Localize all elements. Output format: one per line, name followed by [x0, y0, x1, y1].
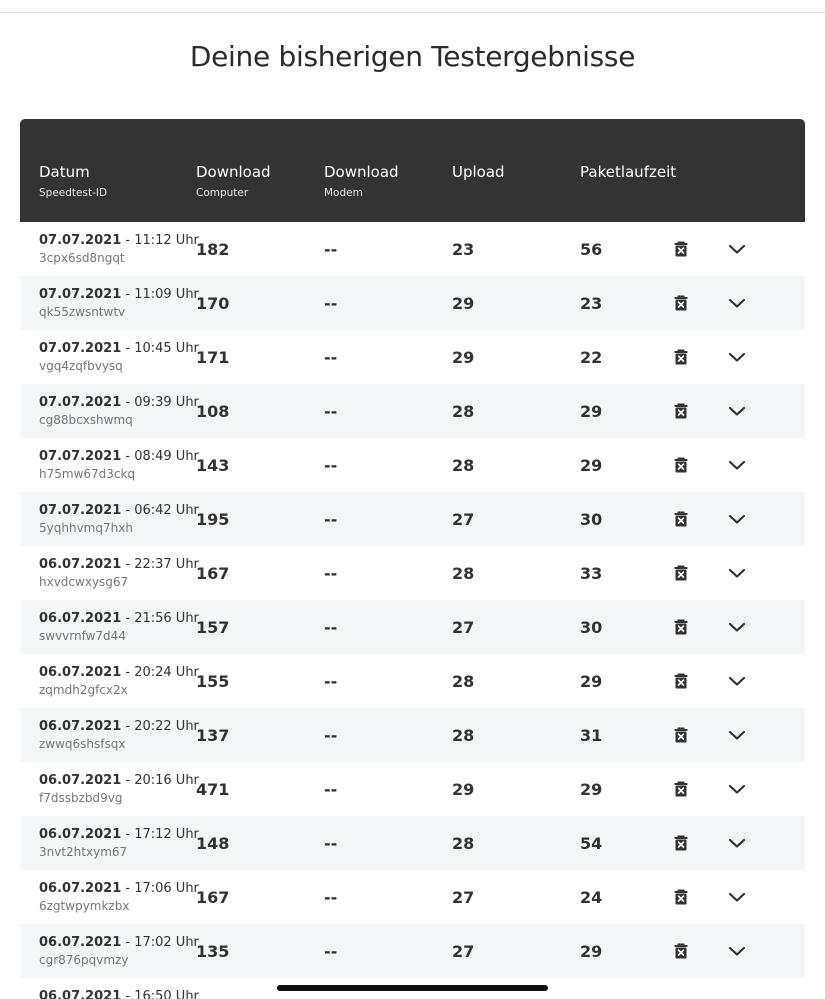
- row-download-modem: --: [324, 348, 338, 367]
- row-upload: 28: [452, 726, 475, 745]
- row-date-cell: [39, 341, 199, 374]
- table-row[interactable]: [20, 276, 805, 330]
- row-upload: 27: [452, 618, 475, 637]
- row-upload: 27: [452, 510, 475, 529]
- header-download-computer-label: Download: [196, 163, 271, 181]
- table-body: [20, 222, 805, 999]
- row-date-cell: [39, 287, 199, 320]
- row-date: 06.07.2021: [39, 881, 122, 896]
- row-datetime: [39, 449, 199, 465]
- trash-icon[interactable]: [672, 672, 690, 690]
- row-date-cell: [39, 449, 199, 482]
- row-date-cell: [39, 827, 199, 860]
- row-upload: 28: [452, 564, 475, 583]
- row-speedtest-id: qk55zwsntwtv: [39, 305, 126, 319]
- trash-icon[interactable]: [672, 510, 690, 528]
- table-row[interactable]: [20, 762, 805, 816]
- row-speedtest-id: vgq4zqfbvysq: [39, 359, 123, 373]
- row-datetime: [39, 233, 199, 249]
- row-download-modem: --: [324, 402, 338, 421]
- row-date: 06.07.2021: [39, 611, 122, 626]
- row-date-cell: [39, 773, 199, 806]
- row-ping: 29: [580, 672, 603, 691]
- table-row[interactable]: [20, 654, 805, 708]
- row-upload: 28: [452, 456, 475, 475]
- row-date: 07.07.2021: [39, 503, 122, 518]
- row-date-cell: [39, 557, 199, 590]
- row-datetime: [39, 827, 199, 843]
- trash-icon[interactable]: [672, 888, 690, 906]
- row-download-computer: 157: [196, 618, 230, 637]
- row-download-computer: 471: [196, 780, 230, 799]
- row-date-cell: [39, 233, 199, 266]
- row-date: 07.07.2021: [39, 341, 122, 356]
- row-datetime: [39, 503, 199, 519]
- chevron-down-icon[interactable]: [726, 727, 748, 743]
- row-time: - 09:39 Uhr: [121, 395, 199, 410]
- row-download-computer: 167: [196, 888, 230, 907]
- row-datetime: [39, 665, 199, 681]
- row-date: 06.07.2021: [39, 719, 122, 734]
- row-time: - 11:09 Uhr: [121, 287, 199, 302]
- row-speedtest-id: cg88bcxshwmq: [39, 413, 133, 427]
- row-download-computer: 148: [196, 834, 230, 853]
- chevron-down-icon[interactable]: [726, 457, 748, 473]
- row-speedtest-id: cgr876pqvmzy: [39, 953, 129, 967]
- table-row[interactable]: [20, 924, 805, 978]
- row-speedtest-id: zwwq6shsfsqx: [39, 737, 126, 751]
- row-date-cell: [39, 989, 199, 999]
- row-download-computer: 167: [196, 564, 230, 583]
- row-time: - 20:16 Uhr: [121, 773, 199, 788]
- row-date-cell: [39, 665, 199, 698]
- trash-icon[interactable]: [672, 402, 690, 420]
- row-download-computer: 135: [196, 942, 230, 961]
- row-date: 06.07.2021: [39, 773, 122, 788]
- row-time: - 20:24 Uhr: [121, 665, 199, 680]
- row-ping: 29: [580, 780, 603, 799]
- row-date-cell: [39, 719, 199, 752]
- row-upload: 27: [452, 942, 475, 961]
- row-ping: 31: [580, 726, 603, 745]
- row-download-computer: 170: [196, 294, 230, 313]
- row-speedtest-id: zqmdh2gfcx2x: [39, 683, 128, 697]
- row-datetime: [39, 341, 199, 357]
- row-download-computer: 137: [196, 726, 230, 745]
- row-time: - 16:50 Uhr: [121, 989, 199, 999]
- row-ping: 24: [580, 888, 603, 907]
- row-time: - 11:12 Uhr: [121, 233, 199, 248]
- row-datetime: [39, 881, 199, 897]
- header-download-computer: [196, 163, 271, 200]
- table-row[interactable]: [20, 384, 805, 438]
- row-download-modem: --: [324, 780, 338, 799]
- row-download-modem: --: [324, 618, 338, 637]
- row-download-computer: 155: [196, 672, 230, 691]
- row-upload: 29: [452, 780, 475, 799]
- header-date-sublabel: Speedtest-ID: [39, 187, 108, 199]
- header-download-modem-sublabel: Modem: [324, 187, 363, 199]
- row-time: - 17:06 Uhr: [121, 881, 199, 896]
- chevron-down-icon[interactable]: [726, 241, 748, 257]
- row-upload: 28: [452, 834, 475, 853]
- row-upload: 27: [452, 888, 475, 907]
- row-date: 07.07.2021: [39, 287, 122, 302]
- row-time: - 21:56 Uhr: [121, 611, 199, 626]
- row-download-computer: 195: [196, 510, 230, 529]
- row-time: - 17:02 Uhr: [121, 935, 199, 950]
- row-speedtest-id: h75mw67d3ckq: [39, 467, 136, 481]
- trash-icon[interactable]: [672, 834, 690, 852]
- table-header: [20, 119, 805, 222]
- chevron-down-icon[interactable]: [726, 295, 748, 311]
- row-date-cell: [39, 935, 199, 968]
- row-ping: 56: [580, 240, 603, 259]
- row-upload: 28: [452, 672, 475, 691]
- header-download-modem: [324, 163, 399, 200]
- trash-icon[interactable]: [672, 348, 690, 366]
- table-row[interactable]: [20, 708, 805, 762]
- header-date: [39, 163, 107, 200]
- row-download-modem: --: [324, 294, 338, 313]
- row-download-computer: 171: [196, 348, 230, 367]
- row-download-modem: --: [324, 888, 338, 907]
- row-date-cell: [39, 395, 199, 428]
- table-row[interactable]: [20, 330, 805, 384]
- chevron-down-icon[interactable]: [726, 403, 748, 419]
- row-time: - 20:22 Uhr: [121, 719, 199, 734]
- row-datetime: [39, 611, 199, 627]
- table-row[interactable]: [20, 438, 805, 492]
- row-speedtest-id: 6zgtwpymkzbx: [39, 899, 130, 913]
- row-ping: 54: [580, 834, 603, 853]
- row-speedtest-id: 3nvt2htxym67: [39, 845, 128, 859]
- row-download-modem: --: [324, 456, 338, 475]
- header-download-modem-label: Download: [324, 163, 399, 181]
- header-upload-label: Upload: [452, 163, 505, 181]
- trash-icon[interactable]: [672, 456, 690, 474]
- row-time: - 17:12 Uhr: [121, 827, 199, 842]
- trash-icon[interactable]: [672, 780, 690, 798]
- chevron-down-icon[interactable]: [726, 619, 748, 635]
- table-row[interactable]: [20, 222, 805, 276]
- row-time: - 06:42 Uhr: [121, 503, 199, 518]
- table-row[interactable]: [20, 816, 805, 870]
- row-date: 07.07.2021: [39, 395, 122, 410]
- chevron-down-icon[interactable]: [726, 673, 748, 689]
- row-download-modem: --: [324, 672, 338, 691]
- row-date-cell: [39, 503, 199, 536]
- row-ping: 30: [580, 618, 603, 637]
- trash-icon[interactable]: [672, 618, 690, 636]
- row-datetime: [39, 395, 199, 411]
- row-time: - 08:49 Uhr: [121, 449, 199, 464]
- row-datetime: [39, 557, 199, 573]
- row-download-computer: 182: [196, 240, 230, 259]
- row-download-modem: --: [324, 564, 338, 583]
- chevron-down-icon[interactable]: [726, 511, 748, 527]
- row-download-computer: 108: [196, 402, 230, 421]
- row-speedtest-id: f7dssbzbd9vg: [39, 791, 123, 805]
- row-datetime: [39, 989, 199, 999]
- row-date: 06.07.2021: [39, 935, 122, 950]
- row-date: 07.07.2021: [39, 449, 122, 464]
- row-download-modem: --: [324, 726, 338, 745]
- row-upload: 29: [452, 294, 475, 313]
- row-date-cell: [39, 611, 199, 644]
- results-table: [20, 119, 805, 999]
- row-download-modem: --: [324, 834, 338, 853]
- header-date-label: Datum: [39, 163, 90, 181]
- chevron-down-icon[interactable]: [726, 781, 748, 797]
- row-datetime: [39, 935, 199, 951]
- row-upload: 28: [452, 402, 475, 421]
- row-speedtest-id: 3cpx6sd8ngqt: [39, 251, 125, 265]
- row-upload: 29: [452, 348, 475, 367]
- header-ping: [580, 163, 676, 181]
- chevron-down-icon[interactable]: [726, 349, 748, 365]
- row-datetime: [39, 287, 199, 303]
- row-ping: 29: [580, 456, 603, 475]
- table-row[interactable]: [20, 492, 805, 546]
- row-ping: 22: [580, 348, 603, 367]
- home-indicator: [277, 985, 548, 991]
- trash-icon[interactable]: [672, 942, 690, 960]
- row-upload: 23: [452, 240, 475, 259]
- table-row[interactable]: [20, 546, 805, 600]
- table-row[interactable]: [20, 870, 805, 924]
- top-divider: [0, 12, 825, 13]
- row-datetime: [39, 773, 199, 789]
- row-date-cell: [39, 881, 199, 914]
- chevron-down-icon[interactable]: [726, 565, 748, 581]
- row-download-modem: --: [324, 510, 338, 529]
- row-ping: 23: [580, 294, 603, 313]
- row-speedtest-id: hxvdcwxysg67: [39, 575, 129, 589]
- row-date: 06.07.2021: [39, 557, 122, 572]
- table-row[interactable]: [20, 600, 805, 654]
- row-ping: 33: [580, 564, 603, 583]
- header-ping-label: Paketlaufzeit: [580, 163, 677, 181]
- row-download-computer: 143: [196, 456, 230, 475]
- row-ping: 29: [580, 942, 603, 961]
- header-upload: [452, 163, 505, 181]
- trash-icon[interactable]: [672, 240, 690, 258]
- row-date: 06.07.2021: [39, 665, 122, 680]
- row-ping: 29: [580, 402, 603, 421]
- row-time: - 22:37 Uhr: [121, 557, 199, 572]
- page-title: Deine bisherigen Testergebnisse: [189, 40, 636, 73]
- row-datetime: [39, 719, 199, 735]
- trash-icon[interactable]: [672, 294, 690, 312]
- row-ping: 30: [580, 510, 603, 529]
- trash-icon[interactable]: [672, 726, 690, 744]
- chevron-down-icon[interactable]: [726, 835, 748, 851]
- trash-icon[interactable]: [672, 564, 690, 582]
- row-date: 06.07.2021: [39, 827, 122, 842]
- row-speedtest-id: 5yqhhvmq7hxh: [39, 521, 133, 535]
- row-date: 07.07.2021: [39, 233, 122, 248]
- chevron-down-icon[interactable]: [726, 943, 748, 959]
- row-download-modem: --: [324, 240, 338, 259]
- row-download-modem: --: [324, 942, 338, 961]
- row-time: - 10:45 Uhr: [121, 341, 199, 356]
- row-speedtest-id: swvvrnfw7d44: [39, 629, 126, 643]
- header-download-computer-sublabel: Computer: [196, 187, 249, 199]
- row-date: 06.07.2021: [39, 989, 122, 999]
- chevron-down-icon[interactable]: [726, 889, 748, 905]
